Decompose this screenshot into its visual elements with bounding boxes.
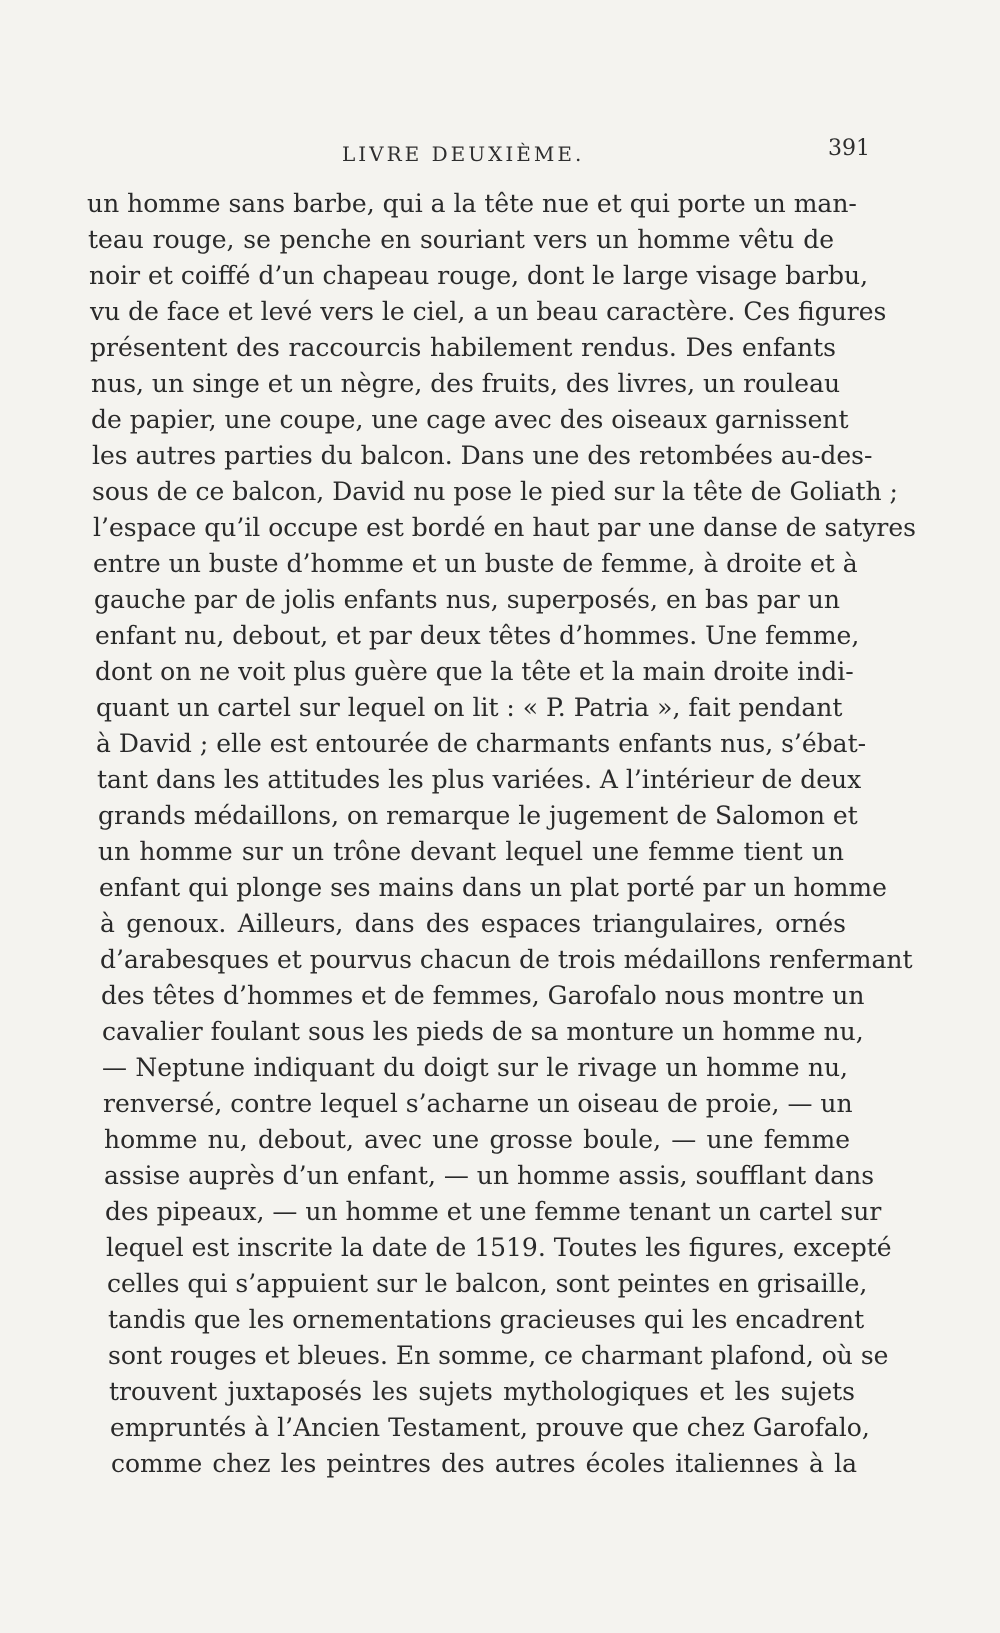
text-line: lequel est inscrite la date de 1519. Toutes les figures, excepté bbox=[106, 1233, 892, 1262]
text-line: un homme sur un trône devant lequel une femme tient un bbox=[98, 837, 844, 866]
page-number: 391 bbox=[828, 136, 870, 161]
text-line: tandis que les ornementations gracieuses qui les encadrent bbox=[108, 1305, 865, 1334]
text-line: enfant qui plonge ses mains dans un plat porté par un homme bbox=[99, 873, 887, 902]
text-line: à genoux. Ailleurs, dans des espaces triangulaires, ornés bbox=[100, 909, 846, 938]
text-line: sont rouges et bleues. En somme, ce charmant plafond, où se bbox=[108, 1341, 889, 1370]
text-line: noir et coiffé d’un chapeau rouge, dont le large visage barbu, bbox=[89, 261, 869, 290]
text-line: d’arabesques et pourvus chacun de trois médaillons renfermant bbox=[100, 945, 913, 974]
text-line: trouvent juxtaposés les sujets mythologiques et les sujets bbox=[109, 1377, 855, 1406]
text-line: présentent des raccourcis habilement rendus. Des enfants bbox=[90, 333, 836, 362]
text-line: dont on ne voit plus guère que la tête et la main droite indi- bbox=[95, 657, 854, 686]
text-line: l’espace qu’il occupe est bordé en haut par une danse de satyres bbox=[93, 513, 916, 542]
text-line: grands médaillons, on remarque le jugement de Salomon et bbox=[98, 801, 858, 830]
text-line: teau rouge, se penche en souriant vers un homme vêtu de bbox=[88, 225, 834, 254]
text-line: des pipeaux, — un homme et une femme tenant un cartel sur bbox=[105, 1197, 882, 1226]
text-line: renversé, contre lequel s’acharne un oiseau de proie, — un bbox=[103, 1089, 853, 1118]
text-line: quant un cartel sur lequel on lit : « P. Patria », fait pendant bbox=[96, 693, 843, 722]
text-line: gauche par de jolis enfants nus, superposés, en bas par un bbox=[94, 585, 840, 614]
text-line: nus, un singe et un nègre, des fruits, des livres, un rouleau bbox=[91, 369, 841, 398]
text-line: celles qui s’appuient sur le balcon, sont peintes en grisaille, bbox=[107, 1269, 868, 1298]
text-line: comme chez les peintres des autres écoles italiennes à la bbox=[111, 1449, 857, 1478]
text-line: empruntés à l’Ancien Testament, prouve que chez Garofalo, bbox=[110, 1413, 870, 1442]
text-line: — Neptune indiquant du doigt sur le rivage un homme nu, bbox=[102, 1053, 848, 1082]
text-line: tant dans les attitudes les plus variées. A l’intérieur de deux bbox=[97, 765, 862, 794]
text-line: homme nu, debout, avec une grosse boule, — une femme bbox=[104, 1125, 850, 1154]
text-line: entre un buste d’homme et un buste de femme, à droite et à bbox=[93, 549, 858, 578]
text-line: à David ; elle est entourée de charmants enfants nus, s’ébat- bbox=[96, 729, 867, 758]
text-line: enfant nu, debout, et par deux têtes d’hommes. Une femme, bbox=[95, 621, 860, 650]
text-line: les autres parties du balcon. Dans une des retombées au-des- bbox=[92, 441, 873, 470]
text-line: sous de ce balcon, David nu pose le pied sur la tête de Goliath ; bbox=[92, 477, 898, 506]
text-line: des têtes d’hommes et de femmes, Garofalo nous montre un bbox=[101, 981, 865, 1010]
running-head: LIVRE DEUXIÈME. bbox=[342, 142, 585, 166]
text-line: de papier, une coupe, une cage avec des oiseaux garnissent bbox=[91, 405, 849, 434]
text-line: cavalier foulant sous les pieds de sa monture un homme nu, bbox=[102, 1017, 864, 1046]
text-line: assise auprès d’un enfant, — un homme assis, soufflant dans bbox=[104, 1161, 875, 1190]
text-line: un homme sans barbe, qui a la tête nue et qui porte un man- bbox=[87, 189, 857, 218]
text-line: vu de face et levé vers le ciel, a un beau caractère. Ces figures bbox=[90, 297, 887, 326]
